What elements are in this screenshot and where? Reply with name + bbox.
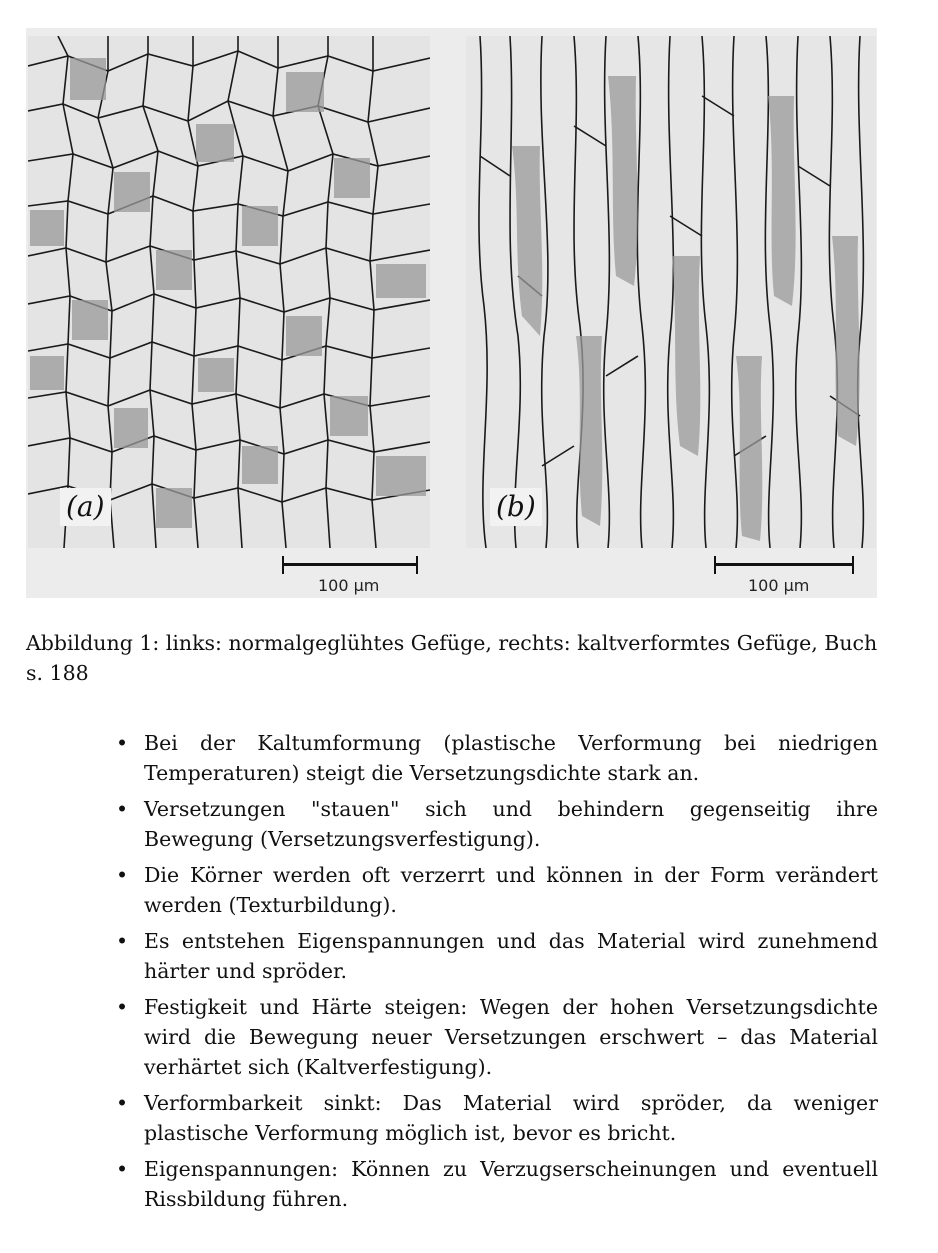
bullet-icon: • xyxy=(116,995,129,1019)
bullet-icon: • xyxy=(116,1157,129,1181)
micrograph-annealed xyxy=(28,36,430,548)
bullet-list xyxy=(114,728,878,1220)
panel-a-label: (a) xyxy=(60,488,111,526)
figure-caption: Abbildung 1: links: normalgeglühtes Gefüge, rechts: kaltverformtes Gefüge, Buch s. 188 xyxy=(26,631,878,685)
bullet-icon: • xyxy=(116,863,129,887)
scale-label-b: 100 µm xyxy=(748,576,810,595)
list-item xyxy=(114,794,878,854)
list-item xyxy=(114,728,878,788)
bullet-icon: • xyxy=(116,797,129,821)
bullet-text: Bei der Kaltumformung (plastische Verformung bei niedrigen Temperaturen) steigt die Versetzungsdichte stark an. xyxy=(144,731,878,785)
grain-structure-elongated xyxy=(466,36,876,548)
list-item xyxy=(114,1088,878,1148)
bullet-text: Die Körner werden oft verzerrt und können in der Form verändert werden (Texturbildung). xyxy=(144,863,878,917)
list-item xyxy=(114,992,878,1082)
figure xyxy=(26,28,877,598)
grain-structure-equiaxed xyxy=(28,36,430,548)
bullet-icon: • xyxy=(116,929,129,953)
list-item xyxy=(114,860,878,920)
scale-bar-b xyxy=(714,556,854,574)
list-item xyxy=(114,1154,878,1214)
scale-bar-a xyxy=(282,556,418,574)
bullet-text: Versetzungen "stauen" sich und behindern gegenseitig ihre Bewegung (Versetzungsverfestigung). xyxy=(144,797,878,851)
bullet-text: Eigenspannungen: Können zu Verzugserscheinungen und eventuell Rissbildung führen. xyxy=(144,1157,878,1211)
bullet-icon: • xyxy=(116,1091,129,1115)
panel-b-label: (b) xyxy=(490,488,542,526)
scale-label-a: 100 µm xyxy=(318,576,380,595)
bullet-text: Festigkeit und Härte steigen: Wegen der hohen Versetzungsdichte wird die Bewegung neuer Versetzungen erschwert – das Material verhärtet sich (Kaltverfestigung). xyxy=(144,995,878,1079)
bullet-text: Es entstehen Eigenspannungen und das Material wird zunehmend härter und spröder. xyxy=(144,929,878,983)
list-item xyxy=(114,926,878,986)
bullet-text: Verformbarkeit sinkt: Das Material wird spröder, da weniger plastische Verformung möglich ist, bevor es bricht. xyxy=(144,1091,878,1145)
bullet-icon: • xyxy=(116,731,129,755)
micrograph-cold-worked xyxy=(466,36,876,548)
